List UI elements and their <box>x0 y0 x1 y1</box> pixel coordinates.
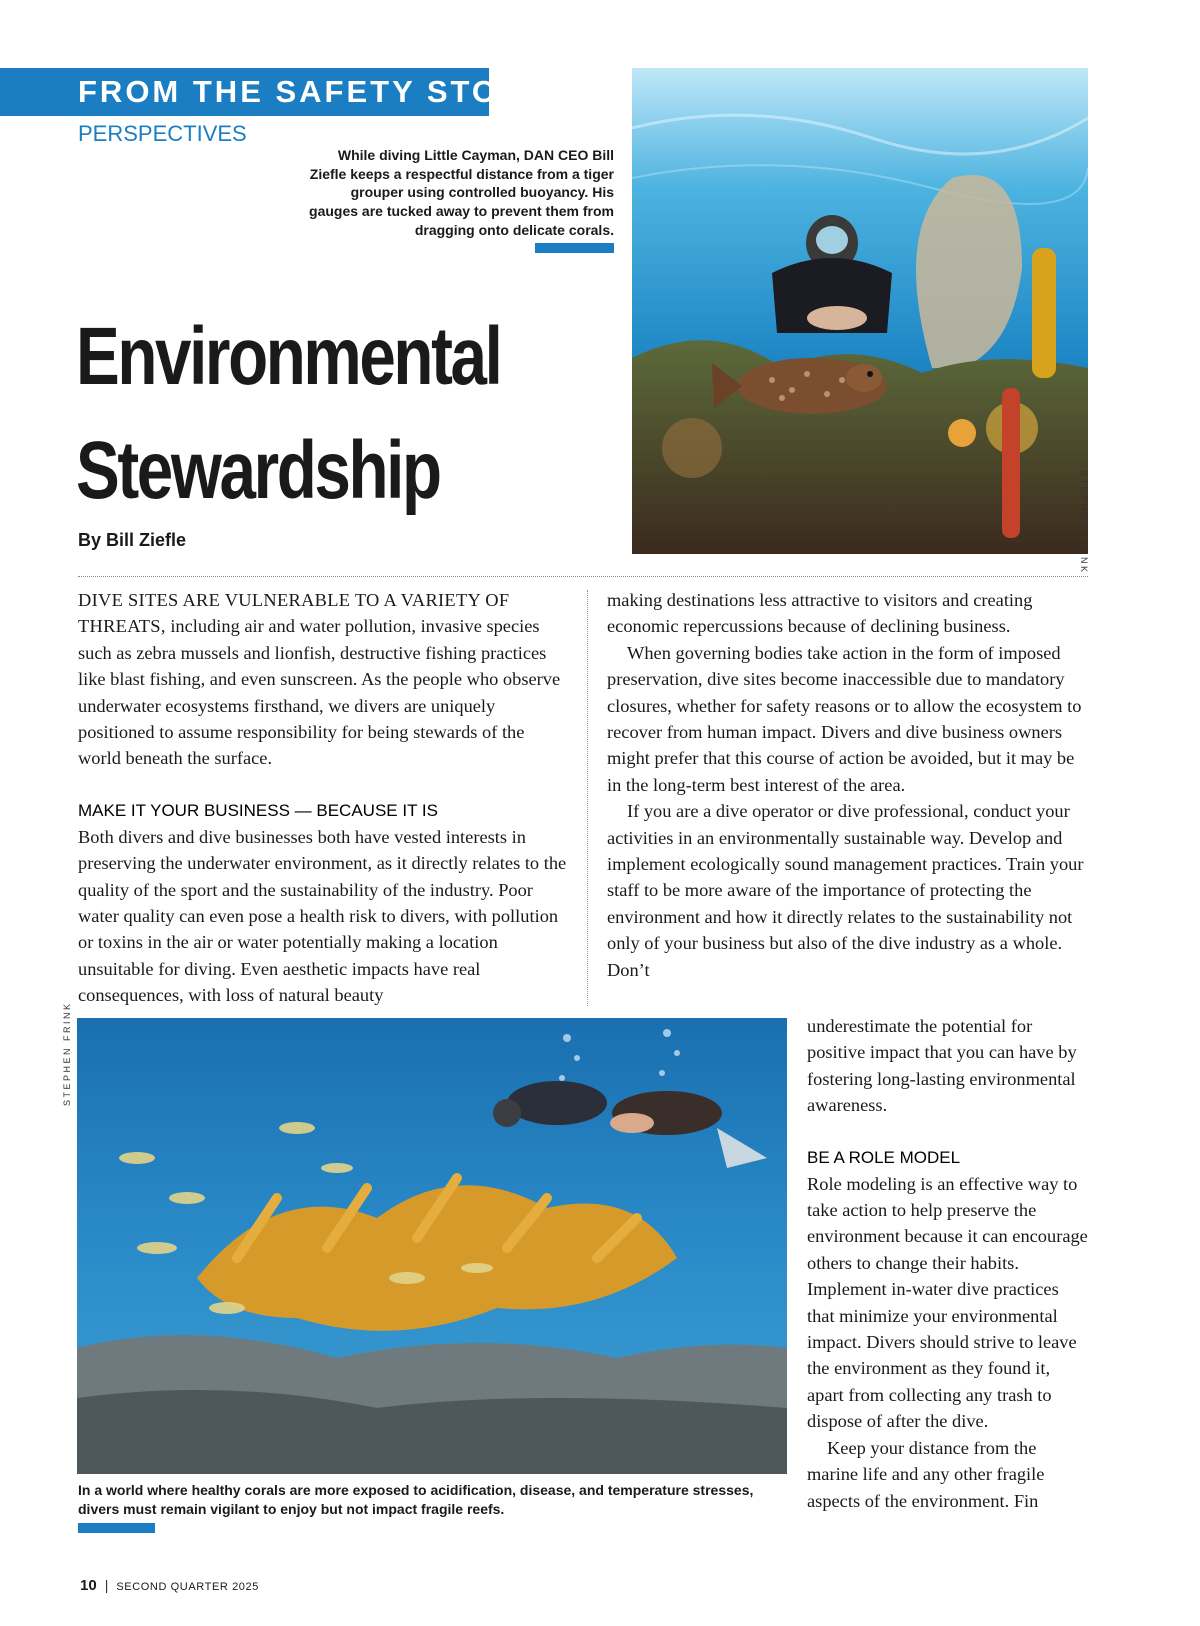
subhead-make-it-your-business: MAKE IT YOUR BUSINESS — BECAUSE IT IS <box>78 800 438 820</box>
paragraph: Both divers and dive businesses both have vested interests in preserving the underwater environment, as it directly relates to the quality of the sport and the sustainability of the industry. Poor water quality can even pose a health risk to divers, with pollution or toxins in the air or water potentially making a location unsuitable for diving. Even aesthetic impacts have real consequences, with loss of natural beauty <box>78 826 567 1006</box>
article-title <box>76 300 501 528</box>
paragraph: If you are a dive operator or dive professional, conduct your activities in an environmentally sustainable way. Develop and implement ecologically sound management practices. Train your staff to be more aware of the importance of protecting the environment and how it directly relates to the sustainability not only of your business but also of the dive industry as a whole. Don’t <box>607 801 1084 980</box>
issue-label: SECOND QUARTER 2025 <box>116 1581 259 1593</box>
caption-accent-bar <box>78 1523 155 1533</box>
dotted-divider <box>78 576 1088 577</box>
page-number: 10 <box>80 1577 97 1594</box>
top-photo-credit: STEPHEN FRINK <box>1079 470 1089 575</box>
title-line-2: Stewardship <box>76 425 440 516</box>
paragraph: Keep your distance from the marine life and any other fragile aspects of the environment. Fin <box>807 1437 1045 1511</box>
department-title: FROM THE SAFETY STOP <box>78 74 523 109</box>
subhead-role-model: BE A ROLE MODEL <box>807 1147 961 1167</box>
article-column-1 <box>78 587 568 1009</box>
caption-accent-bar <box>535 243 614 253</box>
paragraph: making destinations less attractive to visitors and creating economic repercussions because of declining business. <box>607 590 1033 637</box>
lead-text: including air and water pollution, invasive species such as zebra mussels and lionfish, destructive fishing practices like blast fishing, and even sunscreen. As the people who observe underwater ecosystems firsthand, we divers are uniquely positioned to assume responsibility for being stewards of the world beneath the surface. <box>78 616 561 769</box>
photo-divers-reef <box>77 1018 787 1474</box>
column-divider <box>587 590 588 1006</box>
title-line-1: Environmental <box>76 311 501 402</box>
page-footer <box>80 1577 259 1595</box>
paragraph-spacer <box>78 772 568 798</box>
footer-separator: | <box>104 1577 109 1593</box>
top-photo-caption: While diving Little Cayman, DAN CEO Bill Ziefle keeps a respectful distance from a tiger grouper using controlled buoyancy. His gauges are tucked away to prevent them from dragging onto delicate corals. <box>309 147 614 238</box>
bottom-photo-credit: STEPHEN FRINK <box>62 1001 72 1106</box>
bottom-photo-caption: In a world where healthy corals are more exposed to acidification, disease, and temperature stresses, divers must remain vigilant to enjoy but not impact fragile reefs. <box>78 1482 754 1517</box>
lead-caps: DIVE SITES ARE VULNERABLE TO A VARIETY OF THREATS, <box>78 590 510 637</box>
section-label: PERSPECTIVES <box>78 121 247 146</box>
paragraph: underestimate the potential for positive impact that you can have by fostering long-lasting environmental awareness. <box>807 1016 1077 1116</box>
paragraph-spacer <box>807 1119 1089 1145</box>
byline: By Bill Ziefle <box>78 530 187 550</box>
article-column-2 <box>607 587 1085 983</box>
paragraph: Role modeling is an effective way to take action to help preserve the environment because it can encourage others to change their habits. Implement in-water dive practices that minimize your environmental impact. Divers should strive to leave the environment as they found it, apart from collecting any trash to dispose of after the dive. <box>807 1173 1088 1432</box>
paragraph: When governing bodies take action in the form of imposed preservation, dive sites become inaccessible due to mandatory closures, whether for safety reasons or to allow the ecosystem to recover from human impact. Divers and dive business owners might prefer that this course of action be avoided, but it may be in the long-term best interest of the area. <box>607 642 1082 795</box>
article-column-3 <box>807 1013 1089 1514</box>
photo-diver-grouper <box>632 68 1088 554</box>
lead-paragraph <box>78 587 568 772</box>
